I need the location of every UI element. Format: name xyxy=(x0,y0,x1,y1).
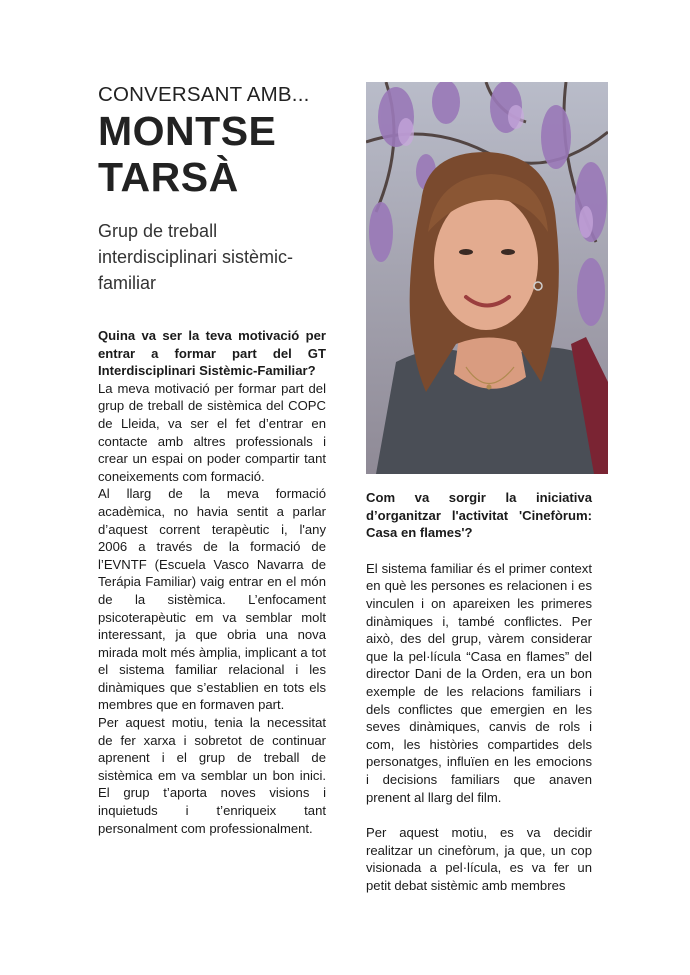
spacer xyxy=(366,542,592,560)
portrait-photo-illustration xyxy=(366,82,608,474)
answer-paragraph: La meva motivació per formar part del grup de treball de sistèmica del COPC de Lleida, va ser el fet d’entrar en contacte amb altres professionals i crear un espai on poder compartir tant coneixements com formació. xyxy=(98,380,326,484)
article-subtitle: Grup de treball interdisciplinari sistèmic-familiar xyxy=(98,221,294,293)
interviewee-name xyxy=(98,108,276,200)
answer-paragraph: Per aquest motiu, tenia la necessitat de fer xarxa i sobretot de continuar aprenent i el grup de treball de sistèmica em va semblar un bon inici. El grup t’aporta noves visions i inquietuds i t’enriqueix tant personalment com professionalment. xyxy=(98,715,326,836)
interview-question: Quina va ser la teva motivació per entrar a formar part del GT Interdisciplinari Sistèmic-Familiar? xyxy=(98,328,326,379)
left-column xyxy=(98,327,326,837)
interview-question: Com va sorgir la iniciativa d’organitzar l'activitat 'Cinefòrum: Casa en flames'? xyxy=(366,490,592,541)
portrait-photo xyxy=(366,82,608,474)
right-column xyxy=(366,489,592,894)
name-line-1: MONTSE xyxy=(98,108,277,154)
answer-paragraph: Per aquest motiu, es va decidir realitzar un cinefòrum, ja que, un cop visionada a pel·lícula, es va fer un petit debat sistèmic amb membres xyxy=(366,825,592,893)
answer-paragraph: El sistema familiar és el primer context en què les persones es relacionen i es vinculen i on apareixen les primeres dinàmiques i, també conflictes. Per això, des del grup, vàrem considerar que la pel·lícula “Casa en flames” del director Dani de la Orden, era un bon exemple de les relacions familiars i dels conflictes que emergien en les seves dinàmiques, canvis de rols i com, les històries compartides dels personatges, influïen en les emocions i decisions familiars que anaven prenent al llarg del film. xyxy=(366,560,592,805)
spacer xyxy=(366,806,592,824)
answer-paragraph: Al llarg de la meva formació acadèmica, no havia sentit a parlar d’aquest corrent terapèutic i, l'any 2006 a través de la formació de l’EVNTF (Escuela Vasco Navarra de Terápia Familiar) vaig entrar en el món de la sistèmica. L’enfocament psicoterapèutic em va semblar molt interessant, ja que obria una nova mirada molt més àmplia, implicant a tot el sistema familiar relacional i les dinàmiques que s’establien en tots els membres que en formaven part. xyxy=(98,486,326,713)
article-kicker: CONVERSANT AMB... xyxy=(98,83,310,106)
name-line-2: TARSÀ xyxy=(98,154,239,200)
